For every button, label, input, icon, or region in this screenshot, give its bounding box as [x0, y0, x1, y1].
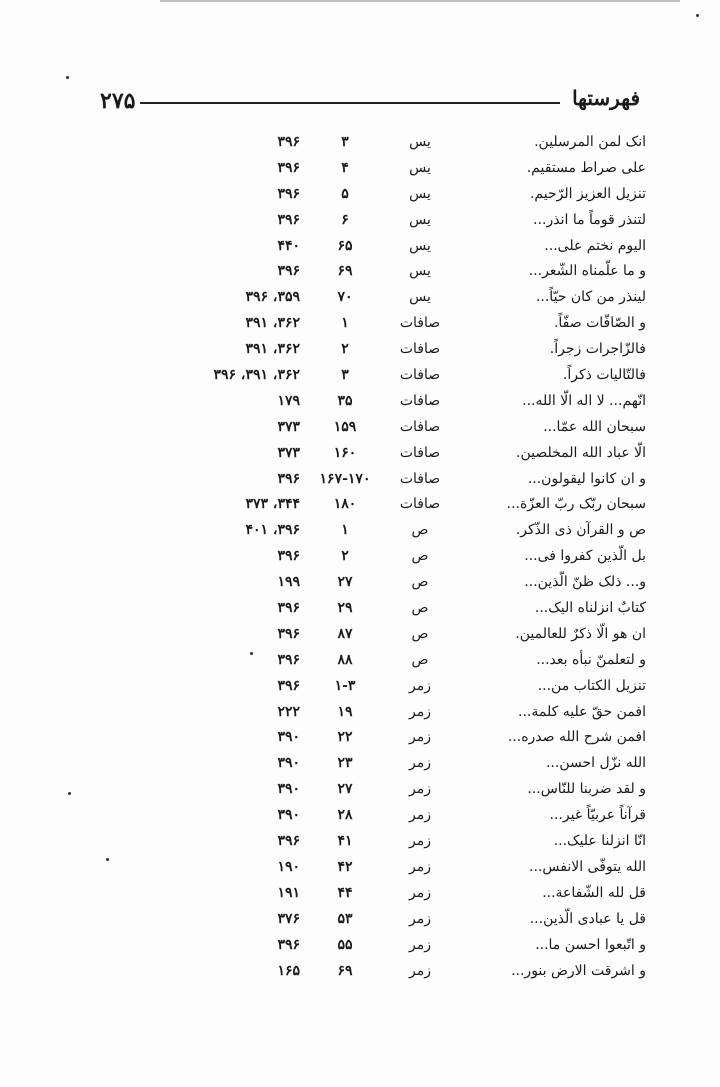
page-references: ۳۷۳	[277, 418, 300, 435]
table-row	[0, 648, 720, 674]
page-references: ۳۴۴، ۳۷۳	[245, 496, 300, 513]
verse-phrase: انّا انزلنا علیک...	[553, 833, 646, 850]
page-references: ۲۲۲	[277, 703, 300, 720]
verse-number: ۲۸	[337, 807, 353, 824]
verse-number: ۲۳	[337, 755, 353, 772]
page-references: ۳۹۶	[277, 211, 300, 228]
page-references: ۳۶۲، ۳۹۱	[245, 315, 300, 332]
surah-name: صافات	[399, 367, 441, 384]
verse-number: ۱۸۰	[333, 496, 357, 513]
surah-name: زمر	[409, 677, 431, 694]
table-row	[0, 570, 720, 596]
verse-number: ۲۷	[337, 781, 353, 798]
verse-phrase: لینذر من کان حیّاً...	[535, 289, 646, 306]
verse-phrase: بل الّذین کفروا فی...	[524, 548, 646, 565]
surah-name: زمر	[409, 729, 431, 746]
page-references: ۳۹۶	[277, 936, 300, 953]
page-references: ۳۹۶	[277, 548, 300, 565]
page-number: ۲۷۵	[100, 88, 136, 114]
verse-phrase: تنزیل الکتاب من...	[537, 677, 646, 694]
page-references: ۳۹۶، ۴۰۱	[245, 522, 300, 539]
page-header	[0, 0, 720, 120]
verse-phrase: قرآناً عربیّاً غیر...	[549, 807, 646, 824]
table-row	[0, 441, 720, 467]
page-references: ۳۹۶	[277, 600, 300, 617]
verse-number: ۸۷	[337, 625, 353, 642]
surah-name: صافات	[399, 418, 441, 435]
verse-phrase: ص و القرآن ذی الذّکر.	[515, 522, 646, 539]
verse-phrase: و الصّافّات صفّاً.	[553, 315, 646, 332]
verse-phrase: الله نزّل احسن...	[545, 755, 646, 772]
table-row	[0, 234, 720, 260]
table-row	[0, 467, 720, 493]
surah-name: یس	[409, 159, 431, 176]
surah-name: زمر	[409, 703, 431, 720]
verse-phrase: و اشرقت الارض بنور...	[511, 962, 646, 979]
surah-name: ص	[411, 574, 429, 591]
verse-phrase: افمن شرح الله صدره...	[507, 729, 646, 746]
verse-number: ۵۵	[337, 936, 353, 953]
verse-number: ۴	[341, 159, 349, 176]
page-references: ۳۹۶	[277, 470, 300, 487]
table-row	[0, 933, 720, 959]
header-rule	[140, 102, 560, 104]
page-references: ۱۹۱	[277, 884, 300, 901]
verse-number: ۱۹	[337, 703, 353, 720]
verse-phrase: و... ذلک ظنّ الّذین...	[524, 574, 646, 591]
verse-phrase: فالتّالیات ذکراً.	[562, 367, 646, 384]
verse-number: ۶۹	[337, 962, 353, 979]
page-references: ۳۹۶	[277, 625, 300, 642]
surah-name: ص	[411, 522, 429, 539]
table-row	[0, 674, 720, 700]
verse-phrase: لتنذر قوماً ما انذر...	[533, 211, 646, 228]
verse-phrase: انّهم... لا اله الّا الله...	[522, 392, 646, 409]
page-references: ۳۹۶	[277, 263, 300, 280]
verse-number: ۱	[341, 315, 349, 332]
page-references: ۳۷۳	[277, 444, 300, 461]
surah-name: ص	[411, 600, 429, 617]
verse-phrase: علی صراط مستقیم.	[526, 159, 646, 176]
table-row	[0, 389, 720, 415]
table-row	[0, 907, 720, 933]
table-row	[0, 751, 720, 777]
table-row	[0, 803, 720, 829]
table-row	[0, 959, 720, 985]
surah-name: یس	[409, 134, 431, 150]
table-row	[0, 596, 720, 622]
page-references: ۱۶۵	[277, 962, 300, 979]
table-row	[0, 182, 720, 208]
verse-phrase: الّا عباد الله المخلصین.	[516, 444, 646, 461]
surah-name: زمر	[409, 807, 431, 824]
verse-phrase: قل یا عبادی الّذین...	[529, 910, 646, 927]
surah-name: زمر	[409, 910, 431, 927]
verse-number: ۲۹	[337, 600, 353, 617]
verse-phrase: و ان کانوا لیقولون...	[527, 470, 646, 487]
surah-name: یس	[409, 289, 431, 306]
surah-name: زمر	[409, 936, 431, 953]
page-references: ۴۴۰	[277, 237, 300, 254]
verse-number: ۱۶۷-۱۷۰	[319, 470, 371, 487]
page-references: ۳۹۶	[277, 677, 300, 694]
page-references: ۱۹۰	[277, 858, 300, 875]
table-row	[0, 829, 720, 855]
verse-number: ۱۶۰	[333, 444, 357, 461]
table-row	[0, 492, 720, 518]
verse-number: ۶	[341, 211, 349, 228]
verse-phrase: کتابٌ انزلناه الیک...	[534, 600, 646, 617]
surah-name: ص	[411, 625, 429, 642]
verse-phrase: سبحان الله عمّا...	[543, 418, 646, 435]
verse-number: ۸۸	[337, 651, 353, 668]
surah-name: صافات	[399, 470, 441, 487]
surah-name: ص	[411, 651, 429, 668]
verse-phrase: الیوم نختم علی...	[544, 237, 646, 254]
verse-number: ۵	[341, 185, 349, 202]
table-row	[0, 363, 720, 389]
table-row	[0, 700, 720, 726]
verse-phrase: سبحان ربّک ربّ العزّة...	[506, 496, 646, 513]
table-row	[0, 311, 720, 337]
surah-name: یس	[409, 185, 431, 202]
table-row	[0, 881, 720, 907]
surah-name: یس	[409, 237, 431, 254]
verse-phrase: ان هو الّا ذکرٌ للعالمین.	[515, 625, 646, 642]
table-row	[0, 259, 720, 285]
surah-name: صافات	[399, 315, 441, 332]
verse-phrase: الله یتوفّی الانفس...	[529, 858, 646, 875]
page-references: ۱۷۹	[277, 392, 300, 409]
verse-number: ۶۹	[337, 263, 353, 280]
verse-phrase: قل لله الشّفاعة...	[542, 884, 646, 901]
verse-phrase: افمن حقّ علیه کلمة...	[518, 703, 646, 720]
surah-name: زمر	[409, 755, 431, 772]
verse-number: ۴۲	[337, 858, 353, 875]
surah-name: زمر	[409, 781, 431, 798]
verse-number: ۳	[341, 367, 349, 384]
verse-number: ۳	[341, 134, 349, 150]
surah-name: زمر	[409, 884, 431, 901]
verse-number: ۴۱	[337, 833, 353, 850]
verse-number: ۶۵	[337, 237, 353, 254]
table-row	[0, 285, 720, 311]
verse-number: ۷۰	[337, 289, 353, 306]
verse-number: ۲۷	[337, 574, 353, 591]
table-row	[0, 415, 720, 441]
table-row	[0, 518, 720, 544]
verse-number: ۱۵۹	[333, 418, 357, 435]
page-references: ۳۹۶	[277, 185, 300, 202]
table-row	[0, 725, 720, 751]
table-row	[0, 156, 720, 182]
table-row	[0, 130, 720, 156]
verse-number: ۱-۳	[334, 677, 356, 694]
verse-number: ۲	[341, 548, 349, 565]
verse-number: ۱	[341, 522, 349, 539]
verse-number: ۵۳	[337, 910, 353, 927]
page-references: ۳۹۶	[277, 833, 300, 850]
verse-phrase: و اتّبعوا احسن ما...	[535, 936, 646, 953]
page-references: ۱۹۹	[277, 574, 300, 591]
page-references: ۳۹۶	[277, 159, 300, 176]
page-references: ۳۹۰	[277, 755, 300, 772]
surah-name: صافات	[399, 496, 441, 513]
surah-name: ص	[411, 548, 429, 565]
table-row	[0, 337, 720, 363]
table-row	[0, 544, 720, 570]
verse-number: ۲۲	[337, 729, 353, 746]
page-references: ۳۶۲، ۳۹۱	[245, 341, 300, 358]
page-references: ۳۹۰	[277, 729, 300, 746]
page-references: ۳۷۶	[277, 910, 300, 927]
verse-phrase: و ما علّمناه الشّعر...	[528, 263, 646, 280]
surah-name: یس	[409, 211, 431, 228]
page-references: ۳۵۹، ۳۹۶	[245, 289, 300, 306]
verse-phrase: تنزیل العزیز الرّحیم.	[529, 185, 646, 202]
surah-name: صافات	[399, 392, 441, 409]
surah-name: یس	[409, 263, 431, 280]
page-references: ۳۶۲، ۳۹۱، ۳۹۶	[213, 367, 300, 384]
table-row	[0, 622, 720, 648]
verse-phrase: و لتعلمنّ نبأه بعد...	[536, 651, 646, 668]
verse-number: ۲	[341, 341, 349, 358]
page-references: ۳۹۶	[277, 651, 300, 668]
page-references: ۳۹۰	[277, 781, 300, 798]
verse-phrase: انک لمن المرسلین.	[534, 134, 646, 150]
page-title: فهرستها	[572, 86, 640, 110]
verse-index-table	[0, 130, 720, 984]
verse-number: ۴۴	[337, 884, 353, 901]
surah-name: زمر	[409, 962, 431, 979]
table-row	[0, 208, 720, 234]
verse-number: ۳۵	[337, 392, 353, 409]
page-references: ۳۹۶	[277, 134, 300, 150]
verse-phrase: و لقد ضربنا للنّاس...	[527, 781, 646, 798]
page-references: ۳۹۰	[277, 807, 300, 824]
surah-name: صافات	[399, 444, 441, 461]
surah-name: زمر	[409, 833, 431, 850]
verse-phrase: فالزّاجرات زجراً.	[549, 341, 646, 358]
surah-name: زمر	[409, 858, 431, 875]
surah-name: صافات	[399, 341, 441, 358]
table-row	[0, 855, 720, 881]
table-row	[0, 777, 720, 803]
